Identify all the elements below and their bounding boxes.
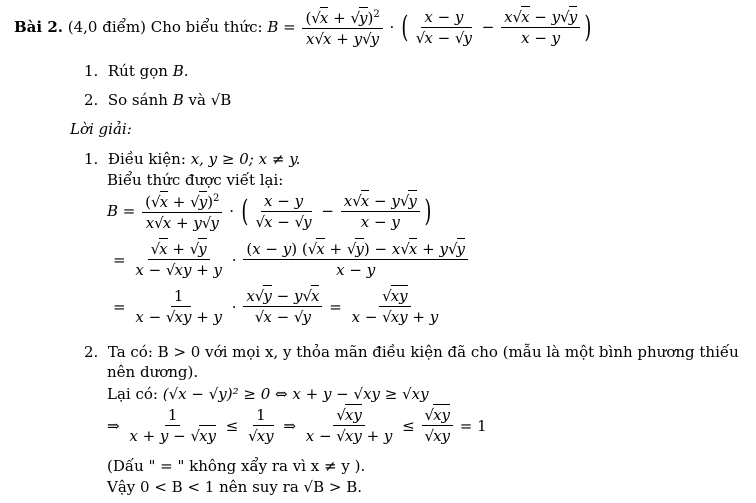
formula-B: B = $\frac{(√x + √y)^2}{x√x + y√y}$ · ( $\frac{x - y}{√x - √y}$ − $\frac{x√x - y√y}{x - y}$ ) [267,7,592,48]
problem-intro: Cho biểu thức: [150,18,263,36]
derivation-line-3: = $\frac{1}{x - √xy + y}$ · $\frac{x√y - y√x}{√x - √y}$ = $\frac{√xy}{x - √xy + y}$ [113,287,439,326]
task-2-mid: và [188,91,206,109]
task-2-tail: √B [210,91,232,109]
task-1-number: 1. [84,62,99,80]
rewrite-text: Biểu thức được viết lại: [107,171,284,189]
problem-label: Bài 2. [14,18,63,36]
derivation-line-1: B = $\frac{(√x + √y)^2}{x√x + y√y}$ · ( $\frac{x - y}{√x - √y}$ − $\frac{x√x - y√y}{x - y}$ ) [107,191,432,232]
task-2-text: So sánh [107,91,168,109]
problem-statement [14,6,594,48]
part2-conclusion: Vậy 0 < B < 1 nên suy ra √B > B. [107,478,363,496]
part2-note: (Dấu " = " không xẩy ra vì x ≠ y ). [107,457,366,475]
problem-points: (4,0 điểm) [67,18,146,36]
part1-number: 1. [84,150,99,168]
condition-value: x, y ≥ 0; x ≠ y. [190,150,301,168]
task-1-var: B. [172,62,189,80]
part1-condition [84,150,300,168]
part2-line-1 [84,343,739,361]
solution-label: Lời giải: [70,120,132,138]
task-1-text: Rút gọn [107,62,168,80]
part2-line3-math: (√x − √y)² ≥ 0 ⇔ x + y − √xy ≥ √xy [162,385,429,403]
inequality-chain: ⇒ $\frac{1}{x + y - √xy}$ ≤ $\frac{1}{√xy}$ ⇒ $\frac{√xy}{x - √xy + y}$ ≤ $\frac{√xy}{√xy}$ = 1 [107,406,487,445]
task-2-number: 2. [84,91,99,109]
part2-line3-label: Lại có: [107,385,158,403]
part2-line-2: nên dương). [107,363,199,381]
task-2 [84,91,231,109]
derivation-line-2: = $\frac{√x + √y}{x - √xy + y}$ · $\frac{(x - y) (√x + √y) - x√x + y√y}{x - y}$ [113,240,470,279]
task-1 [84,62,188,80]
condition-label: Điều kiện: [107,150,186,168]
part2-line-3 [107,385,429,403]
task-2-var: B [172,91,184,109]
part2-text-1: Ta có: B > 0 với mọi x, y thỏa mãn điều kiện đã cho (mẫu là một bình phương thiếu [107,343,739,361]
part2-number: 2. [84,343,99,361]
